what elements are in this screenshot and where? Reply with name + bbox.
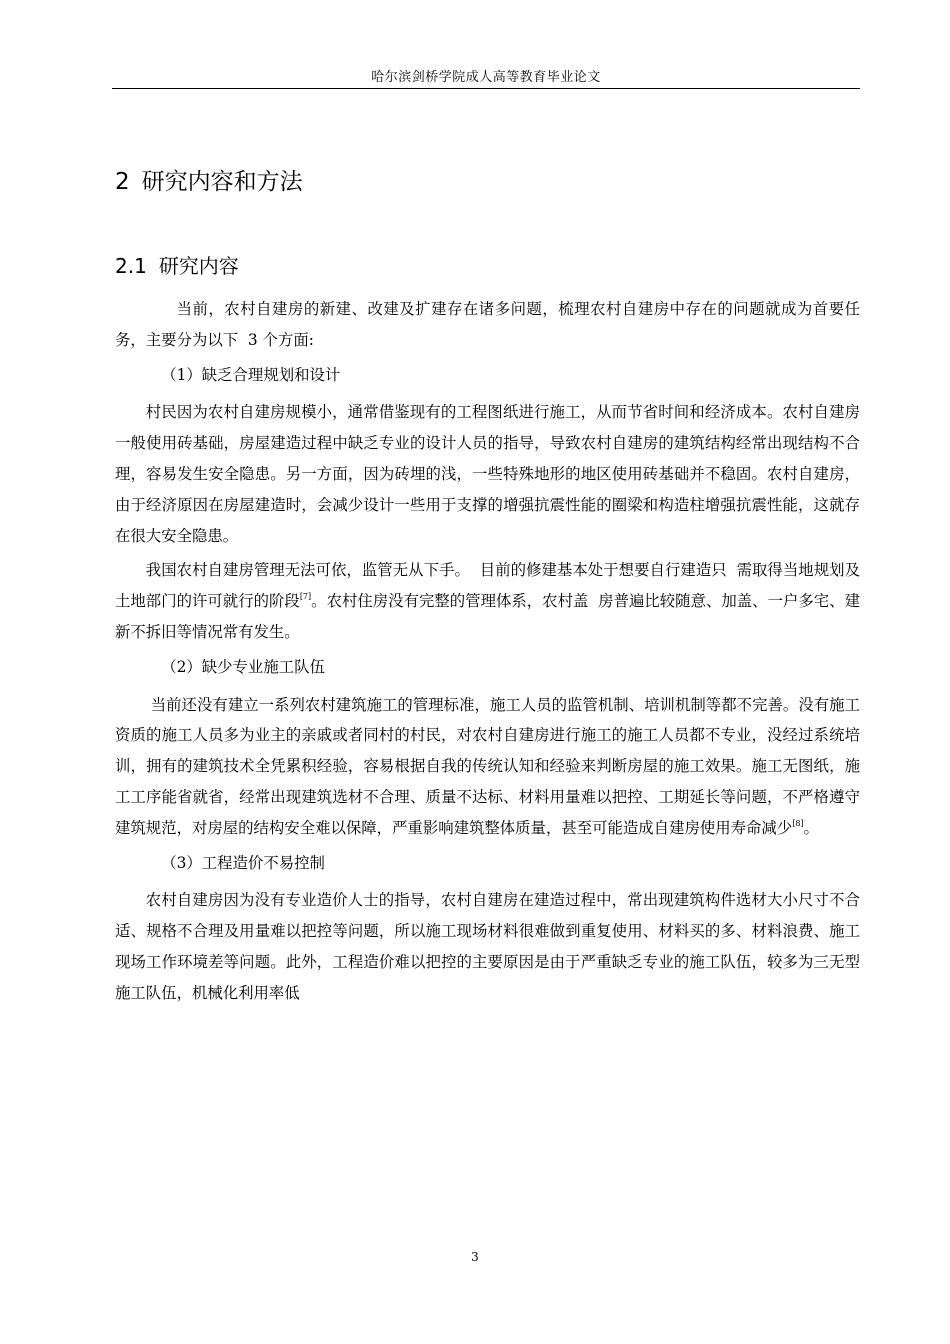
subsection-title: 研究内容 — [158, 254, 239, 278]
citation-8: [8] — [792, 818, 804, 828]
citation-7: [7] — [299, 592, 312, 602]
header-rule — [112, 88, 860, 89]
item2-paragraph-text-a: 当前还没有建立一系列农村建筑施工的管理标准，施工人员的监管机制、培训机制等都不完善。没有施工资质的施工人员多为业主的亲戚或者同村的村民，对农村自建房进行施工的施工人员都不专业，没经过系统培训，拥有的建筑技术全凭累积经验，容易根据自我的传统认知和经验来判断房屋的施工效果。施工无图纸，施工工序能省就省，经常出现建筑选材不合理、质量不达标、材料用量难以把控、工期延长等问题，不严格遵守建筑规范，对房屋的结构安全难以保障，严重影响建筑整体质量，甚至可能造成自建房使用寿命减少 — [115, 695, 860, 837]
item2-paragraph-text-b: 。 — [803, 818, 819, 837]
intro-paragraph: 当前，农村自建房的新建、改建及扩建存在诸多问题，梳理农村自建房中存在的问题就成为首要任务，主要分为以下 3 个方面: — [115, 300, 860, 349]
section-heading — [115, 163, 303, 196]
section-number: 2 — [115, 169, 130, 195]
item1-paragraph-2-text-a: 我国农村自建房管理无法可依，监管无从下手。 目前的修建基本处于想要自行建造只 需取得当地规划及土地部门的许可就行的阶段 — [115, 561, 860, 611]
item1-paragraph-2 — [115, 555, 860, 647]
item3-heading: （3）工程造价不易控制 — [161, 853, 325, 872]
section-title: 研究内容和方法 — [141, 169, 303, 195]
item3-paragraph: 农村自建房因为没有专业造价人士的指导，农村自建房在建造过程中，常出现建筑构件选材大小尺寸不合适、规格不合理及用量难以把控等问题，所以施工现场材料很难做到重复使用、材料买的多、材料浪费、施工现场工作环境差等问题。此外，工程造价难以把控的主要原因是由于严重缺乏专业的施工队伍，较多为三无型施工队伍，机械化利用率低 — [115, 891, 860, 1002]
item1-paragraph-2-text-b: 。农村住房没有完整的管理体系，农村盖 房普遍比较随意、加盖、一户多宅、建新不拆旧等情况常有发生。 — [115, 592, 860, 641]
item2-heading: （2）缺少专业施工队伍 — [161, 657, 325, 676]
item1-paragraph-1: 村民因为农村自建房规模小，通常借鉴现有的工程图纸进行施工，从而节省时间和经济成本。农村自建房一般使用砖基础，房屋建造过程中缺乏专业的设计人员的指导，导致农村自建房的建筑结构经常出现结构不合理，容易发生安全隐患。另一方面，因为砖埋的浅，一些特殊地形的地区使用砖基础并不稳固。农村自建房，由于经济原因在房屋建造时，会减少设计一些用于支撑的增强抗震性能的圈梁和构造柱增强抗震性能，这就存在很大安全隐患。 — [115, 403, 860, 545]
item1-heading: （1）缺乏合理规划和设计 — [161, 365, 341, 384]
item2-paragraph — [115, 690, 860, 844]
subsection-number: 2.1 — [115, 254, 147, 278]
running-header: 哈尔滨剑桥学院成人高等教育毕业论文 — [371, 70, 601, 85]
body-text — [115, 294, 860, 1009]
page-number: 3 — [471, 1250, 479, 1264]
subsection-heading — [115, 250, 239, 279]
